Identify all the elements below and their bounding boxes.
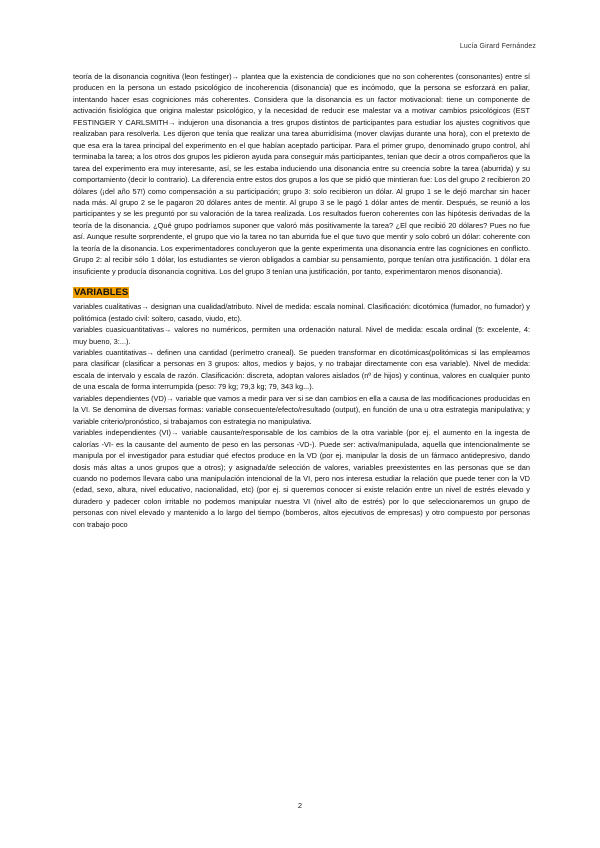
document-body (73, 71, 530, 530)
section-heading-text: VARIABLES (74, 287, 129, 299)
variable-paragraph: variables cuasicuantitativas→ valores no numéricos, permiten una ordenación natural. Nivel de medida: escala ordinal (5: excelente, 4: muy bueno, 3:...). (73, 325, 530, 346)
variable-paragraph: variables dependientes (VD)→ variable que vamos a medir para ver si se dan cambios en ella a causa de las modificaciones producidas en la VI. Se denomina de diversas formas: variable consecuente/efecto/resultado (output), en función de una u otra estrategia manipulativa; y variable criterio/pronóstico, si trabajamos con estrategia no manipulativa. (73, 393, 530, 426)
intro-paragraph: teoría de la disonancia cognitiva (leon festinger)→ plantea que la existencia de condiciones que no son coherentes (consonantes) entre sí producen en la persona un estado psicológico de incoherencia (disonancia) que es incómodo, que la persona se esforzará en paliar, intentando hacer esas cogniciones más coherentes. Considera que la disonancia es un factor motivacional: tiene un componente de activación fisiológica que origina malestar psicológico, y la necesidad de reducir ese malestar va a motivar cambios psicológicos (EST FESTINGER Y CARLSMITH→ indujeron una disonancia a tres grupos distintos de participantes para estudiar los ajustes cognitivos que realizaban para resolverla. Les dijeron que tenía que realizar una tarea aburridísima (mover clavijas durante una hora), con el pretexto de que esa era la tarea principal del experimento en el que habían aceptado participar. Para el primer grupo, denominado grupo control, ahí terminaba la tarea; a los otros dos grupos les pidieron ayuda para conseguir más participantes, tenían que decir a otros compañeros que la tarea del experimento era muy interesante, así, se les estaba induciendo una disonancia entre su creencia sobre la tarea (aburrida) y su comportamiento (decir lo contrario). La diferencia entre estos dos grupos a los que se pidió que mintieran fue: Los del grupo 2 recibieron 20 dólares (¡del año 57!) como compensación a su participación; grupo 3: solo recibieron un dólar. Al grupo 1 se le dejó marchar sin hacer nada más. Al grupo 2 se le pagaron 20 dólares antes de mentir. Al grupo 3 se le pagó 1 dólar antes de mentir. Después, se reunió a los participantes y se les preguntó por su valoración de la tarea realizada. Los resultados fueron coherentes con las hipótesis derivadas de la teoría de la disonancia. ¿Qué grupo podríamos suponer que valoró más positivamente la tarea? ¿El que recibió 20 dólares? Pues no fue así. Aunque resulte sorprendente, el grupo que vio la tarea no tan aburrida fue el que tuvo que mentir y solo cobró un dólar: coherente con la teoría de la disonancia. Los experimentadores concluyeron que la gente experimenta una disonancia entre las cogniciones en conflicto. Grupo 2: al recibir sólo 1 dólar, los estudiantes se vieron obligados a cambiar su pensamiento, porque tenían otra justificación. 1 dólar era insuficiente y producía disonancia cognitiva. Los del grupo 3 tenían una justificación, por tanto, experimentaron menos disonancia). (73, 72, 530, 276)
variable-paragraph: variables cualitativas→ designan una cualidad/atributo. Nivel de medida: escala nominal. Clasificación: dicotómica (fumador, no fumador) y politómica (estado civil: soltero, casado, viudo, etc). (73, 302, 530, 323)
section-heading (73, 287, 530, 299)
page-number: 2 (297, 801, 303, 810)
variable-paragraph: variables independientes (VI)→ variable causante/responsable de los cambios de la otra variable (por ej. el aumento en la ingesta de calorías -VI- es la causante del aumento de peso en las personas -VD-). Puede ser: activa/manipulada, aquella que intencionalmente se manipula por el investigador para estudiar qué efectos produce en la VD (por ej. manipular la dosis de un fármaco antidepresivo, dando dosis más altas a unos grupos que a otros); y asignada/de selección de valores, variables preexistentes en las personas que se dan cuando no podemos llevara cabo una manipulación intencional de la VI, pero nos interesa estudiar la relación que puede tener con la VD (edad, sexo, altura, nivel educativo, nacionalidad, etc) (por ej. si queremos conocer si existe relación entre un nivel de estrés elevado y duradero y padecer colon irritable no podemos manipular nuestra VI (nivel alto de estrés) por lo que seleccionaremos un grupo de personas con nivel elevado y mantenido a lo largo del tiempo (bomberos, altos ejecutivos de empresas) y otro compuesto por personas con trabajo poco (73, 428, 530, 529)
author-header: Lucía Girard Fernández (459, 43, 536, 50)
variables-list (73, 301, 530, 530)
variable-paragraph: variables cuantitativas→ definen una cantidad (perímetro craneal). Se pueden transformar en dicotómicas(politómicas si las empleamos para clasificar (clasificar a personas en 3 grupos: altos, medios y bajos, y no trabajar directamente con esa variable). Nivel de medida: escala de intervalo y escala de razón. Clasificación: discreta, adoptan valores aislados (nº de hijos) y continua, valores en cualquier punto de una escala de forma interrumpida (peso: 79 kg; 79,3 kg; 79, 343 kg...). (73, 347, 530, 392)
